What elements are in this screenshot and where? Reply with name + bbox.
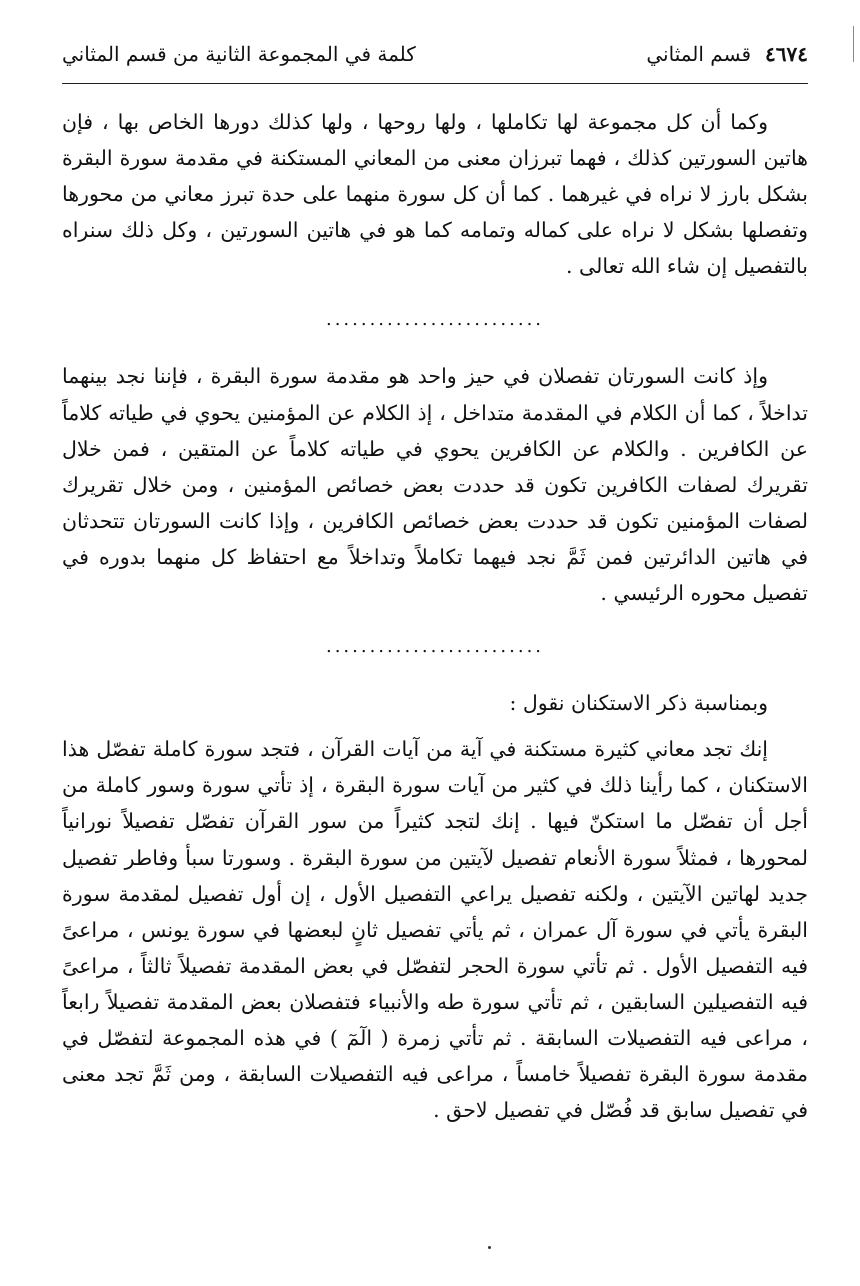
header-rule <box>62 83 808 84</box>
page-body <box>62 104 808 1128</box>
paragraph-3: وبمناسبة ذكر الاستكنان نقول : <box>509 691 768 716</box>
paragraph-1: وكما أن كل مجموعة لها تكاملها ، ولها روحها ، ولها كذلك دورها الخاص بها ، فإن هاتين السورتين كذلك ، فهما تبرزان معنى من المعاني المستكنة في مقدمة سورة البقرة بشكل بارز لا نراه في غيرهما . كما أن كل سورة منهما على حدة تبرز معاني من محورها وتفصلها بشكل لا نراه على كماله وتمامه كما هو في هاتين السورتين ، وكل ذلك سنراه بالتفصيل إن شاء الله تعالى . <box>62 110 808 279</box>
page-number: ٤٦٧٤ <box>765 42 808 66</box>
page-edge-mark <box>853 26 854 62</box>
running-header <box>62 36 808 84</box>
page-dot <box>488 1246 491 1249</box>
paragraph-4: إنك تجد معاني كثيرة مستكنة في آية من آيات القرآن ، فتجد سورة كاملة تفصّل هذا الاستكنان ، كما رأينا ذلك في كثير من آيات سورة البقرة ، إذ تأتي سورة وسور كاملة من أجل أن تفصّل ما استكنّ فيها . إنك لتجد كثيراً من سور القرآن تفصّل تفصيلاً نورانياً لمحورها ، فمثلاً سورة الأنعام تفصيل لآيتين من سورة البقرة . وسورتا سبأ وفاطر تفصيل جديد لهاتين الآيتين ، ولكنه تفصيل يراعي التفصيل الأول ، إن أول تفصيل لمقدمة سورة البقرة يأتي في سورة آل عمران ، ثم يأتي تفصيل ثانٍ لبعضها في سورة يونس ، مراعىً فيه التفصيل الأول . ثم تأتي سورة الحجر لتفصّل في بعض المقدمة تفصيلاً ثالثاً ، مراعىً فيه التفصيلين السابقين ، ثم تأتي سورة طه والأنبياء فتفصلان بعض المقدمة تفصيلاً رابعاً ، مراعى فيه التفصيلات السابقة . ثم تأتي زمرة ( الٓمٓ ) في هذه المجموعة لتفصّل في مقدمة سورة البقرة تفصيلاً خامساً ، مراعى فيه التفصيلات السابقة ، ومن ثَمَّ تجد معنى في تفصيل سابق قد فُصّل في تفصيل لاحق . <box>62 737 808 1123</box>
section-title: قسم المثاني <box>646 42 752 66</box>
section-separator-2: ......................... <box>325 636 545 658</box>
header-right <box>646 42 808 66</box>
chapter-title: كلمة في المجموعة الثانية من قسم المثاني <box>62 42 416 66</box>
paragraph-2: وإذ كانت السورتان تفصلان في حيز واحد هو مقدمة سورة البقرة ، فإننا نجد بينهما تداخلاً ، كما أن الكلام في المقدمة متداخل ، إذ الكلام عن المؤمنين يحوي في طياته كلاماً عن الكافرين . والكلام عن الكافرين يحوي في طياته كلاماً عن المتقين ، فمن خلال تقريرك لصفات الكافرين تكون قد حددت بعض خصائص المؤمنين ، ومن خلال تقريرك لصفات المؤمنين تكون قد حددت بعض خصائص الكافرين ، وإذا كانت السورتان تتحدثان في هاتين الدائرتين فمن ثَمَّ نجد فيهما تكاملاً وتداخلاً مع احتفاظ كل منهما بدوره في تفصيل محوره الرئيسي . <box>62 364 808 606</box>
section-separator-1: ......................... <box>325 309 545 331</box>
